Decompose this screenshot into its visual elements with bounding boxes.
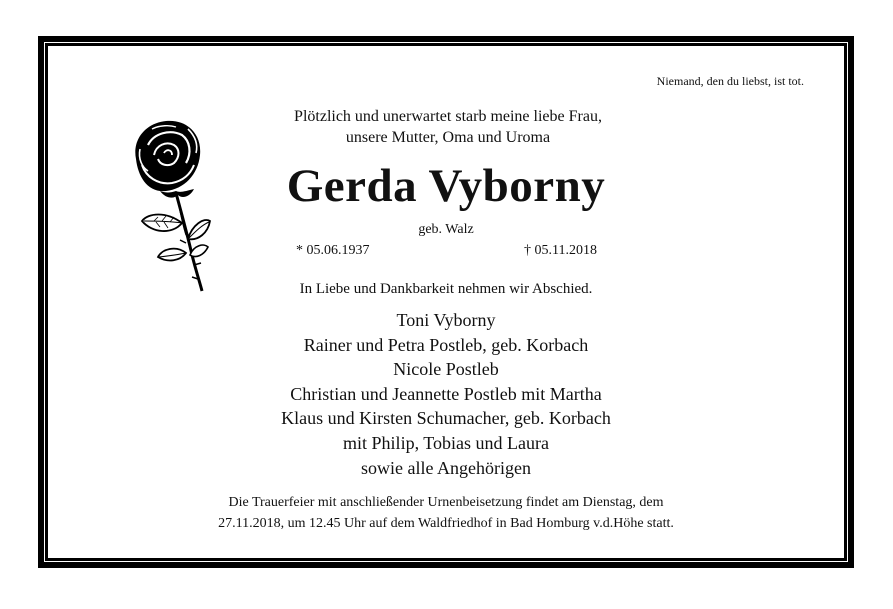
- mourner-line: Klaus und Kirsten Schumacher, geb. Korbach: [281, 408, 611, 429]
- mourner-line: sowie alle Angehörigen: [361, 457, 531, 478]
- mourner-line: Christian und Jeannette Postleb mit Martha: [290, 383, 602, 404]
- death-date: † 05.11.2018: [524, 243, 597, 258]
- mourner-line: Nicole Postleb: [393, 359, 499, 380]
- obituary-frame: [38, 36, 854, 568]
- deceased-name: Gerda Vyborny: [286, 160, 606, 212]
- service-line-1: Die Trauerfeier mit anschließender Urnenbeisetzung findet am Dienstag, dem: [228, 495, 664, 510]
- farewell-line: In Liebe und Dankbarkeit nehmen wir Abschied.: [299, 281, 593, 297]
- frame-inner-line: [44, 42, 848, 562]
- birth-date: * 05.06.1937: [296, 243, 370, 258]
- mourner-line: mit Philip, Tobias und Laura: [343, 432, 549, 453]
- motto: Niemand, den du liebst, ist tot.: [656, 74, 804, 88]
- intro-line-2: unsere Mutter, Oma und Uroma: [345, 129, 551, 146]
- mourners-list: [48, 308, 844, 480]
- service-line-2: 27.11.2018, um 12.45 Uhr auf dem Waldfriedhof in Bad Homburg v.d.Höhe statt.: [218, 516, 674, 531]
- obituary-card: [48, 46, 844, 558]
- maiden-name: geb. Walz: [418, 222, 474, 237]
- mourner-line: Rainer und Petra Postleb, geb. Korbach: [303, 334, 589, 355]
- service-info: [48, 492, 844, 534]
- mourner-line: Toni Vyborny: [396, 310, 496, 330]
- intro-line-1: Plötzlich und unerwartet starb meine liebe Frau,: [294, 108, 602, 125]
